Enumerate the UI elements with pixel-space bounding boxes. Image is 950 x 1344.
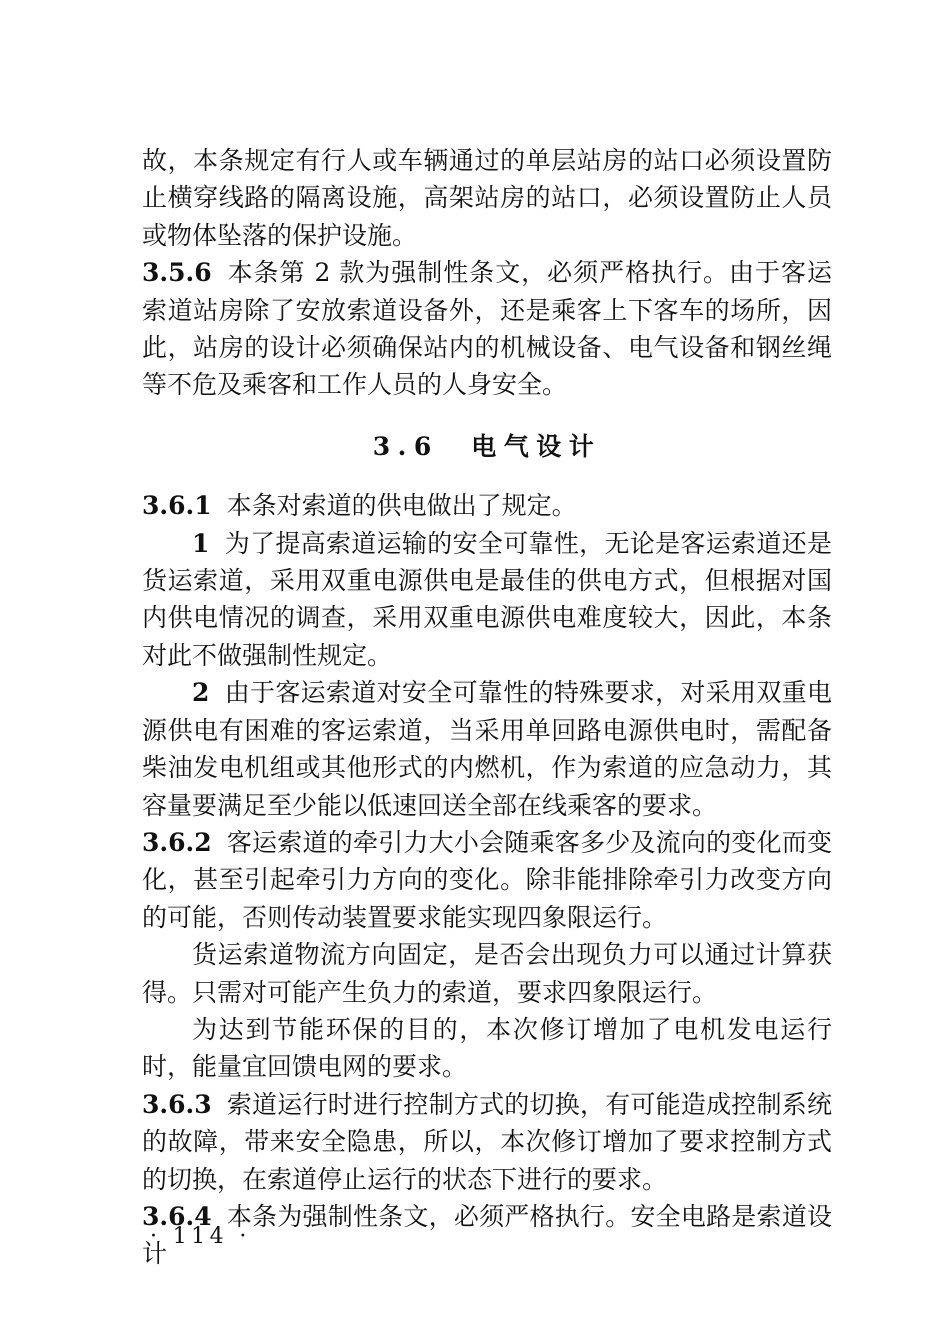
clause-text: 本条为强制性条文，必须严格执行。安全电路是索道设计 (142, 1201, 832, 1269)
paragraph (142, 936, 832, 1011)
paragraph-text: 为达到节能环保的目的，本次修订增加了电机发电运行时，能量宜回馈电网的要求。 (142, 1014, 832, 1082)
clause-number: 3.6.4 (142, 1201, 212, 1231)
clause-3-5-6 (142, 254, 832, 404)
paragraph-text: 故，本条规定有行人或车辆通过的单层站房的站口必须设置防止横穿线路的隔离设施，高架站房的站口，必须设置防止人员或物体坠落的保护设施。 (142, 146, 832, 250)
clause-text: 索道运行时进行控制方式的切换，有可能造成控制系统的故障，带来安全隐患，所以，本次修订增加了要求控制方式的切换，在索道停止运行的状态下进行的要求。 (142, 1089, 832, 1194)
paragraph (142, 142, 832, 254)
item-1 (142, 525, 832, 675)
page-number: · 114 · (150, 1224, 251, 1249)
item-text: 为了提高索道运输的安全可靠性，无论是客运索道还是货运索道，采用双重电源供电是最佳的供电方式，但根据对国内供电情况的调查，采用双重电源供电难度较大，因此，本条对此不做强制性规定。 (142, 528, 832, 670)
item-number: 2 (192, 678, 210, 708)
item-text: 由于客运索道对安全可靠性的特殊要求，对采用双重电源供电有困难的客运索道，当采用单回路电源供电时，需配备柴油发电机组或其他形式的内燃机，作为索道的应急动力，其容量要满足至少能以低速回送全部在线乘客的要求。 (142, 678, 832, 820)
paragraph-text: 货运索道物流方向固定，是否会出现负力可以通过计算获得。只需对可能产生负力的索道，要求四象限运行。 (142, 940, 832, 1007)
clause-number: 3.5.6 (142, 258, 212, 288)
clause-number: 3.6.2 (142, 827, 212, 857)
section-heading: 3.6 电气设计 (372, 431, 602, 461)
clause-text: 客运索道的牵引力大小会随乘客多少及流向的变化而变化，甚至引起牵引力方向的变化。除非能排除牵引力改变方向的可能，否则传动装置要求能实现四象限运行。 (142, 827, 832, 932)
clause-3-6-2 (142, 824, 832, 936)
clause-text: 本条第 2 款为强制性条文，必须严格执行。由于客运索道站房除了安放索道设备外，还是乘客上下客车的场所，因此，站房的设计必须确保站内的机械设备、电气设备和钢丝绳等不危及乘客和工作人员的人身安全。 (142, 258, 832, 400)
item-number: 1 (192, 528, 210, 558)
clause-3-6-3 (142, 1086, 832, 1198)
clause-text: 本条对索道的供电做出了规定。 (226, 491, 577, 521)
clause-number: 3.6.1 (142, 491, 212, 521)
clause-3-6-1 (142, 487, 832, 524)
body-text (142, 142, 832, 1273)
paragraph (142, 1011, 832, 1086)
clause-number: 3.6.3 (142, 1089, 212, 1119)
item-2 (142, 674, 832, 824)
